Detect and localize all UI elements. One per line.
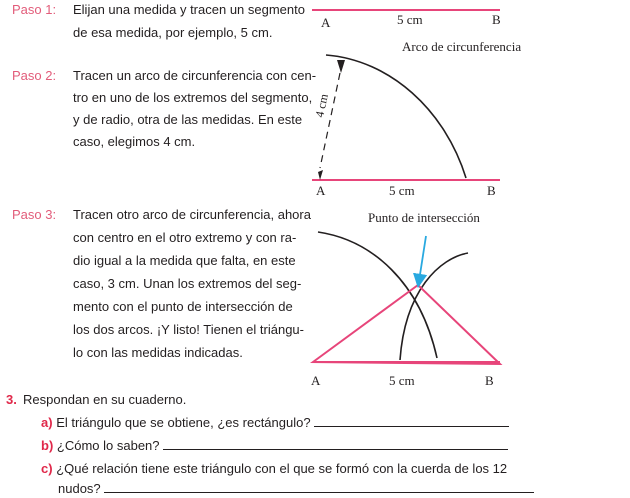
paso3-line: caso, 3 cm. Unan los extremos del seg- xyxy=(73,276,302,291)
point-b-label: B xyxy=(485,373,494,388)
point-b-label: B xyxy=(487,183,496,198)
arc-label: Arco de circunferencia xyxy=(402,39,522,54)
radius-line xyxy=(320,73,340,168)
paso3-line: los dos arcos. ¡Y listo! Tienen el triángu- xyxy=(73,322,304,337)
length-label: 5 cm xyxy=(389,183,415,198)
item-text: ¿Cómo lo saben? xyxy=(56,438,160,453)
point-a-label: A xyxy=(311,373,321,388)
paso3-line: Tracen otro arco de circunferencia, ahora xyxy=(73,207,311,222)
point-a-label: A xyxy=(316,183,326,198)
paso3-label: Paso 3: xyxy=(12,207,57,222)
length-label: 5 cm xyxy=(397,12,423,27)
point-b-label: B xyxy=(492,12,501,27)
item-letter: a) xyxy=(41,415,53,430)
item-text: El triángulo que se obtiene, ¿es rectángulo? xyxy=(56,415,311,430)
radius-label: 4 cm xyxy=(312,92,331,119)
item-text: ¿Qué relación tiene este triángulo con el que se formó con la cuerda de los 12 xyxy=(56,461,508,476)
paso1-line2: de esa medida, por ejemplo, 5 cm. xyxy=(73,25,273,40)
radius-arrowhead xyxy=(318,170,323,180)
question-number: 3. xyxy=(6,392,17,407)
paso2-line: tro en uno de los extremos del segmento, xyxy=(73,90,313,105)
paso3-line: con centro en el otro extremo y con ra- xyxy=(73,230,297,245)
question-prompt: Respondan en su cuaderno. xyxy=(23,392,187,407)
paso3-line: mento con el punto de intersección de xyxy=(73,299,293,314)
arc-from-a xyxy=(318,232,437,358)
arc-circumference xyxy=(326,55,466,178)
paso1-line1: Elijan una medida y tracen un segmento xyxy=(73,2,305,17)
item-letter: b) xyxy=(41,438,54,453)
paso2-label: Paso 2: xyxy=(12,68,57,83)
length-label: 5 cm xyxy=(389,373,415,388)
intersection-label: Punto de intersección xyxy=(368,210,480,225)
paso1-label: Paso 1: xyxy=(12,2,57,17)
paso2-line: Tracen un arco de circunferencia con cen- xyxy=(73,68,317,83)
item-text: nudos? xyxy=(58,481,101,496)
item-letter: c) xyxy=(41,461,53,476)
point-a-label: A xyxy=(321,15,331,30)
intersection-arrow xyxy=(419,236,426,281)
radius-arrowhead xyxy=(337,60,345,73)
paso3-line: lo con las medidas indicadas. xyxy=(73,345,243,360)
paso3-line: dio igual a la medida que falta, en este xyxy=(73,253,296,268)
paso2-line: caso, elegimos 4 cm. xyxy=(73,134,196,149)
paso2-line: y de radio, otra de las medidas. En este xyxy=(73,112,303,127)
